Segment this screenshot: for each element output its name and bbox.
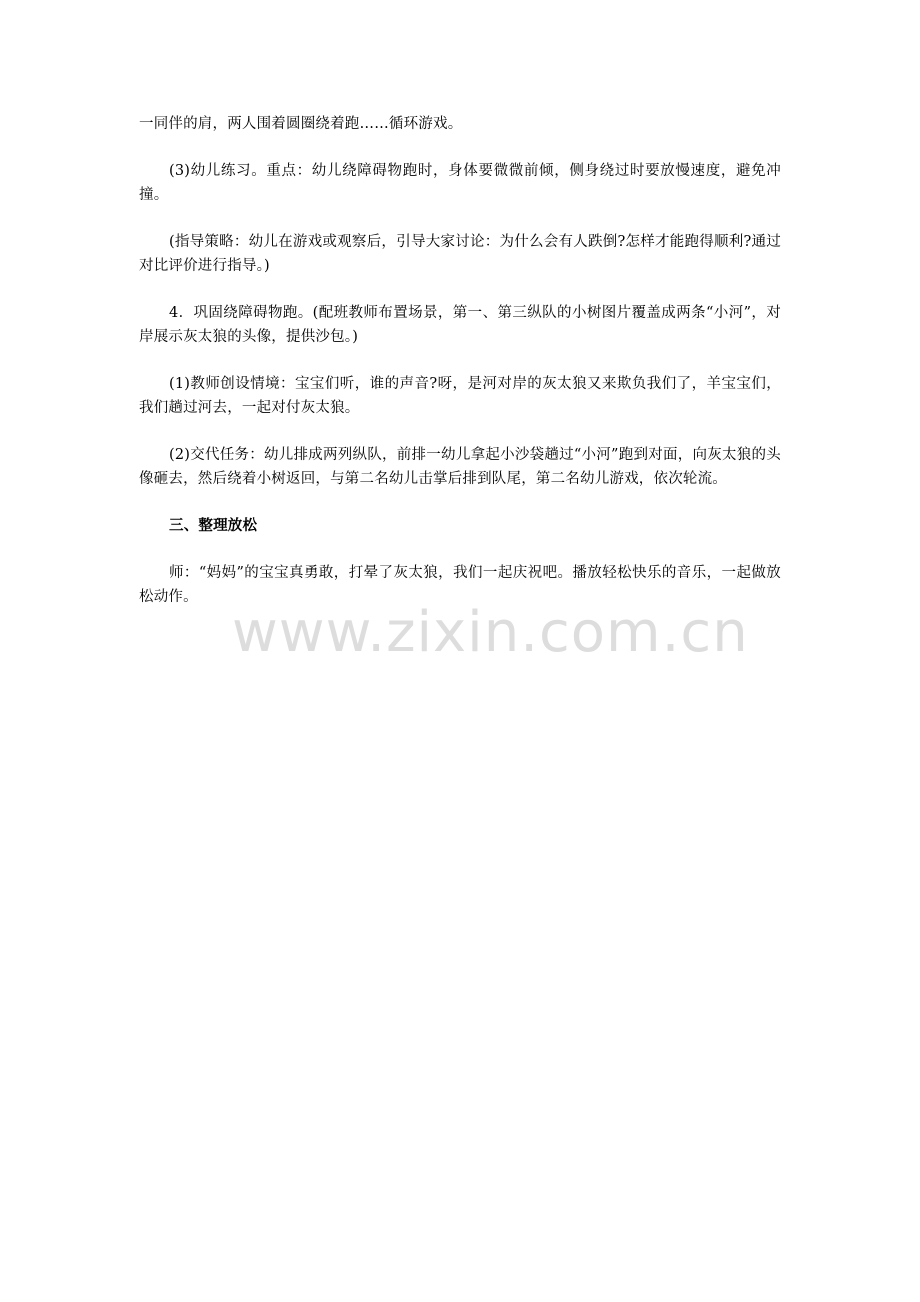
paragraph-consolidate: 4．巩固绕障碍物跑。(配班教师布置场景，第一、第三纵队的小树图片覆盖成两条“小河”，对岸展示灰太狼的头像，提供沙包。) [139, 305, 781, 345]
paragraph-continuation: 一同伴的肩，两人围着圆圈绕着跑……循环游戏。 [139, 116, 463, 132]
paragraph-teacher-closing: 师：“妈妈”的宝宝真勇敢，打晕了灰太狼，我们一起庆祝吧。播放轻松快乐的音乐，一起做放松动作。 [139, 565, 781, 605]
watermark-text: www.zixin.com.cn [232, 600, 749, 665]
paragraph-scenario: (1)教师创设情境：宝宝们听，谁的声音?呀，是河对岸的灰太狼又来欺负我们了，羊宝宝们，我们趟过河去，一起对付灰太狼。 [139, 376, 781, 416]
paragraph-guidance-strategy: (指导策略：幼儿在游戏或观察后，引导大家讨论：为什么会有人跌倒?怎样才能跑得顺利?通过对比评价进行指导。) [139, 234, 781, 274]
document-body [139, 112, 781, 632]
section-heading-relax: 三、整理放松 [169, 518, 258, 534]
paragraph-task: (2)交代任务：幼儿排成两列纵队，前排一幼儿拿起小沙袋趟过“小河”跑到对面，向灰太狼的头像砸去，然后绕着小树返回，与第二名幼儿击掌后排到队尾，第二名幼儿游戏，依次轮流。 [139, 447, 781, 487]
paragraph-practice: (3)幼儿练习。重点：幼儿绕障碍物跑时，身体要微微前倾，侧身绕过时要放慢速度，避免冲撞。 [139, 163, 781, 203]
